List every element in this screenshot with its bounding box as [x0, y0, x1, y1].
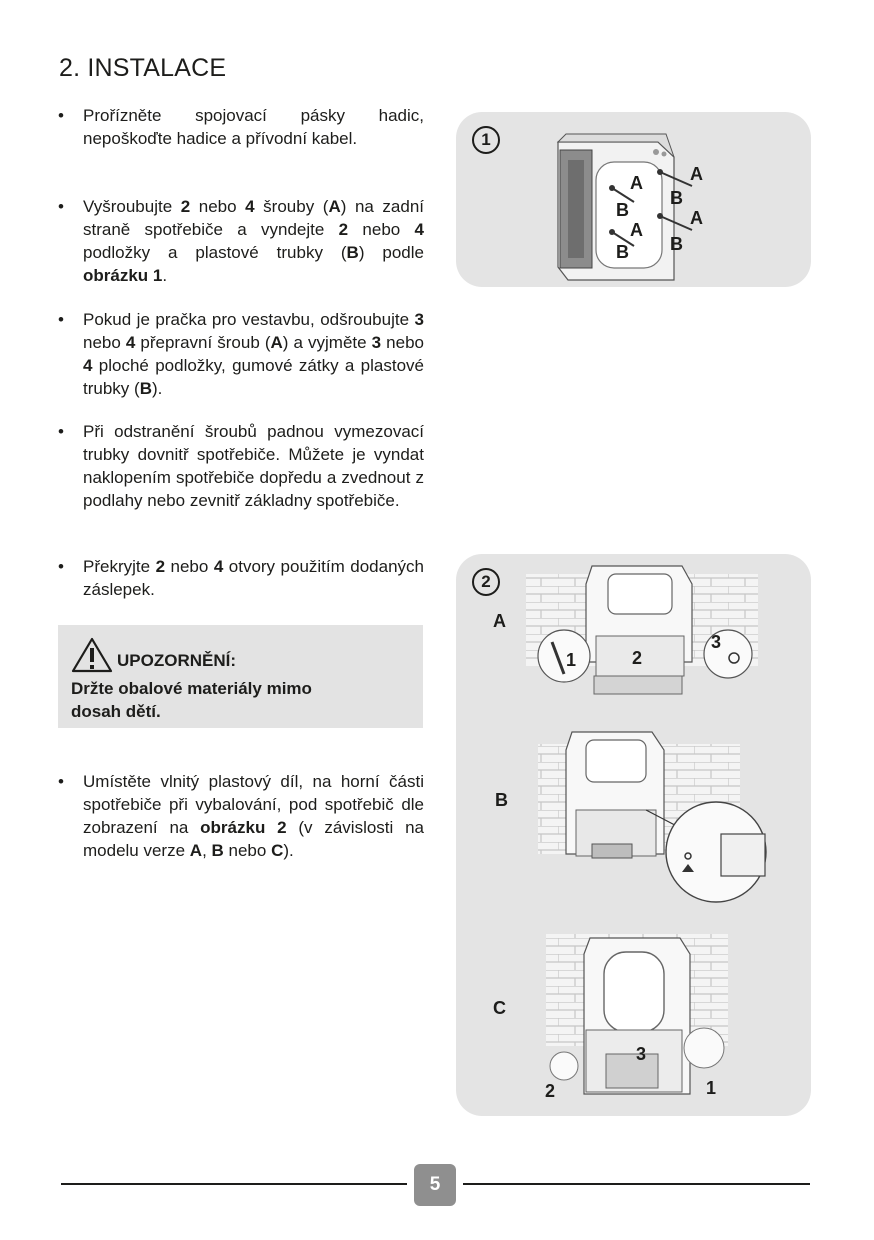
body-text: otvory použitím dodaných záslepek.: [83, 557, 424, 599]
emphasis-text: 4: [245, 197, 255, 216]
emphasis-text: C: [271, 841, 284, 860]
label-b: B: [616, 200, 629, 220]
emphasis-text: 2: [155, 557, 166, 576]
label-a: A: [630, 220, 643, 240]
body-text: Překryjte: [83, 557, 156, 576]
body-text: nebo: [190, 197, 246, 216]
label-a: A: [690, 208, 703, 228]
body-text: ).: [283, 841, 294, 860]
washer-rear-illustration: [456, 112, 811, 287]
list-item-text: [83, 555, 424, 601]
emphasis-text: obrázku 1: [83, 266, 163, 285]
warning-line: Držte obalové materiály mimo: [71, 679, 312, 698]
variant-a-label: A: [493, 611, 506, 631]
body-text: Pokud je pračka pro vestavbu, odšroubujte: [83, 310, 415, 329]
emphasis-text: obrázku 2: [200, 818, 287, 837]
body-text: ) a vyjměte: [282, 333, 372, 352]
variant-c-label: C: [493, 998, 506, 1018]
list-item: [58, 195, 424, 287]
list-item-text: [83, 308, 424, 400]
body-text: nebo: [83, 333, 126, 352]
emphasis-text: 3: [414, 310, 424, 329]
emphasis-text: 3: [371, 333, 382, 352]
warning-triangle-icon: [71, 637, 113, 673]
callout-2: 2: [632, 648, 643, 668]
callout-3: 3: [636, 1044, 647, 1064]
body-text: nebo: [223, 841, 272, 860]
list-item-text: [83, 195, 424, 287]
warning-box: [58, 625, 423, 728]
list-item: [58, 420, 424, 512]
emphasis-text: A: [270, 333, 283, 352]
figure-number: 1: [472, 126, 500, 154]
callout-1: 1: [566, 650, 577, 670]
emphasis-text: 2: [338, 220, 349, 239]
warning-label: UPOZORNĚNÍ:: [117, 651, 236, 670]
list-item: [58, 555, 424, 601]
body-text: přepravní šroub (: [135, 333, 271, 352]
callout-2: 2: [545, 1081, 556, 1101]
body-text: Umístěte vlnitý plastový díl, na horní části spotřebiče při vybalování, pod spotřebič dle zobrazení na: [83, 772, 424, 837]
emphasis-text: B: [211, 841, 224, 860]
warning-text: [71, 677, 312, 723]
figure-2: [456, 554, 811, 1116]
body-text: šrouby (: [254, 197, 329, 216]
emphasis-text: 2: [180, 197, 191, 216]
body-text: Při odstranění šroubů padnou vymezovací trubky dovnitř spotřebiče. Můžete je vyndat naklopením spotřebiče dopředu a zvednout z podlahy nebo zevnitř základny spotřebiče.: [83, 422, 424, 510]
list-item-text: [83, 104, 424, 150]
emphasis-text: B: [346, 243, 359, 262]
body-text: ).: [151, 379, 163, 398]
body-text: ploché podložky, gumové zátky a plastové trubky (: [83, 356, 424, 398]
label-a: A: [630, 173, 643, 193]
washer-placement-illustration: [456, 554, 811, 1116]
list-item-text: [83, 420, 424, 512]
bullet-dot: •: [58, 557, 64, 576]
label-b: B: [670, 234, 683, 254]
emphasis-text: A: [189, 841, 203, 860]
label-b: B: [670, 188, 683, 208]
body-text: .: [162, 266, 168, 285]
footer-rule-left: [61, 1183, 407, 1185]
bullet-dot: •: [58, 310, 64, 329]
variant-b-label: B: [495, 790, 508, 810]
body-text: Prořízněte spojovací pásky hadic, nepoškoďte hadice a přívodní kabel.: [83, 106, 424, 148]
emphasis-text: 4: [213, 557, 224, 576]
body-text: nebo: [165, 557, 214, 576]
warning-line: dosah dětí.: [71, 702, 161, 721]
footer-rule-right: [463, 1183, 810, 1185]
body-text: (v závislosti na modelu verze: [83, 818, 425, 860]
emphasis-text: 4: [83, 356, 93, 375]
figure-1: [456, 112, 811, 287]
list-item: [58, 770, 424, 862]
body-text: ) podle: [358, 243, 424, 262]
emphasis-text: A: [328, 197, 341, 216]
page-title: 2. INSTALACE: [59, 54, 227, 82]
emphasis-text: 4: [414, 220, 424, 239]
body-text: ,: [202, 841, 212, 860]
figure-number: 2: [472, 568, 500, 596]
list-item-text: [83, 770, 424, 862]
callout-1: 1: [706, 1078, 717, 1098]
list-item: [58, 308, 424, 400]
bullet-dot: •: [58, 422, 64, 441]
body-text: podložky a plastové trubky (: [83, 243, 347, 262]
emphasis-text: B: [139, 379, 152, 398]
list-item: [58, 104, 424, 150]
emphasis-text: 4: [125, 333, 136, 352]
body-text: nebo: [381, 333, 424, 352]
body-text: Vyšroubujte: [83, 197, 181, 216]
callout-3: 3: [711, 632, 722, 652]
label-a: A: [690, 164, 703, 184]
bullet-dot: •: [58, 106, 64, 125]
bullet-dot: •: [58, 772, 64, 791]
page-number: 5: [414, 1164, 456, 1206]
body-text: nebo: [348, 220, 415, 239]
label-b: B: [616, 242, 629, 262]
bullet-dot: •: [58, 197, 64, 216]
body-text: ) na zadní straně spotřebiče a vyndejte: [83, 197, 425, 239]
